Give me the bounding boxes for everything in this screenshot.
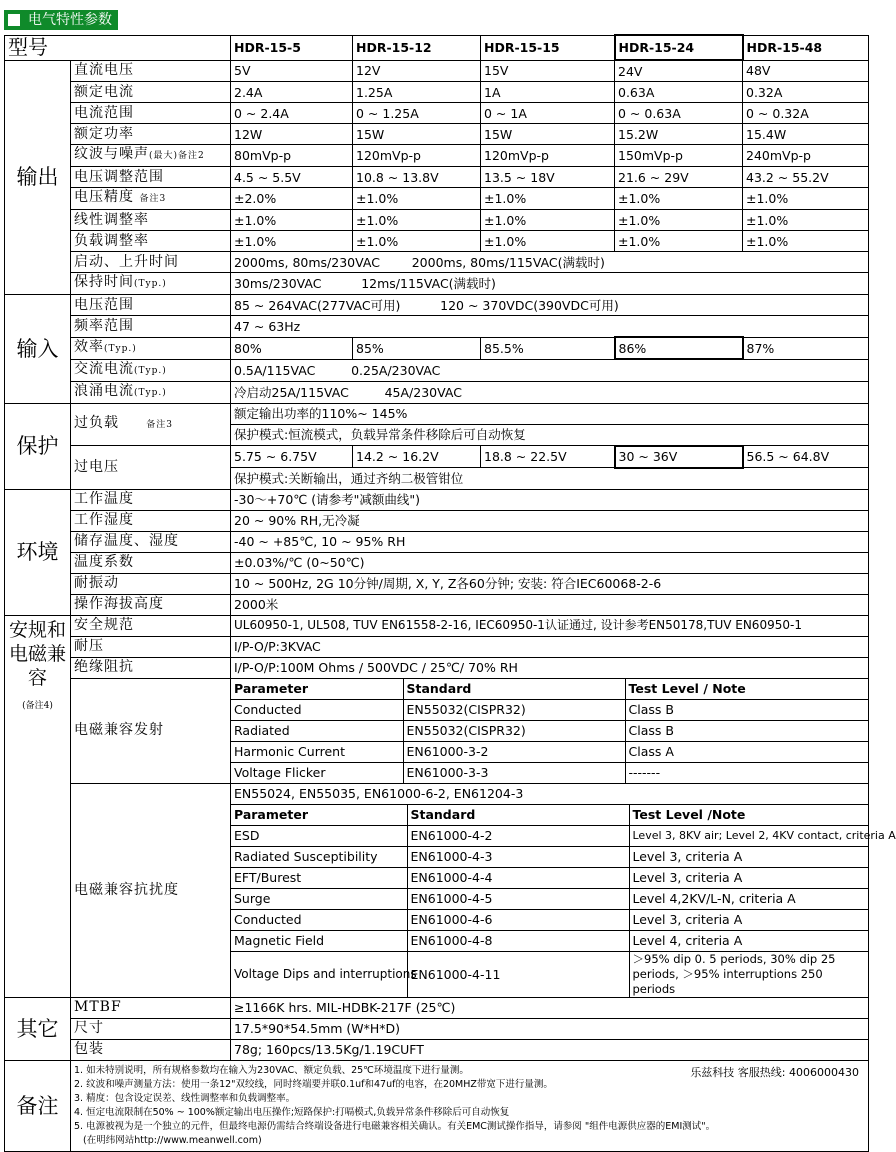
immunity-col-header: Test Level /Note [629,804,868,825]
value-cell: 14.2 ~ 16.2V [353,446,481,468]
note-line: 3. 精度：包含设定误差、线性调整率和负载调整率。 [74,1092,296,1104]
value-cell: 13.5 ~ 18V [481,167,615,188]
param-note: (Typ.) [104,343,137,354]
immunity-cell: EN61000-4-4 [407,867,629,888]
value-cell: 87% [743,337,869,359]
value-cell: 80mVp-p [231,145,353,167]
protection-row [5,403,869,424]
value-cell: 85% [353,337,481,359]
value-cell: 1A [481,82,615,103]
param-label-text: 保持时间 [74,274,134,290]
env-row [5,552,869,573]
value-cell: ±1.0% [615,188,743,210]
value-cell: 240mVp-p [743,145,869,167]
value-cell: 2.4A [231,82,353,103]
value-cell: 80% [231,337,353,359]
immunity-cell: Level 3, criteria A [629,867,868,888]
emission-col-header: Test Level / Note [625,679,868,700]
immunity-cell: Level 4,2KV/L-N, criteria A [629,888,868,909]
value-cell: 12W [231,124,353,145]
env-row [5,594,869,615]
model-name: HDR-15-12 [353,35,481,60]
immunity-cell: Conducted [231,909,407,930]
param-label: 过电压 [71,446,231,490]
value-cell: 0 ~ 1A [481,103,615,124]
value-cell: 15W [353,124,481,145]
emission-cell: Radiated [231,720,403,741]
note-line: 4. 恒定电流限制在50% ~ 100%额定输出电压操作;短路保护:打嗝模式,负载异常条件移除后可自动恢复 [74,1106,510,1118]
value-cell: 额定输出功率的110%~ 145% [231,403,869,424]
emission-cell: Conducted [231,699,403,720]
emission-row [231,720,868,741]
value-cell: ±1.0% [353,188,481,210]
value-cell: 12V [353,60,481,82]
immunity-cell: Level 3, criteria A [629,846,868,867]
immunity-top-row [231,784,868,805]
value-cell: 5.75 ~ 6.75V [231,446,353,468]
param-note: (Typ.) [134,387,167,398]
value-cell: ±1.0% [231,231,353,252]
param-label: 安全规范 [71,615,231,636]
section-title-text: 电气特性参数 [28,12,112,28]
note-line: 1. 如未特别说明，所有规格参数均在输入为230VAC、额定负载、25℃环境温度下进行量测。 [74,1064,469,1076]
param-label: 工作温度 [71,489,231,510]
value-cell: ±1.0% [743,210,869,231]
emission-header [231,679,868,700]
output-row [5,252,869,273]
immunity-cell: ＞95% dip 0. 5 periods, 30% dip 25 periods, ＞95% interruptions 250 periods [629,951,868,997]
note-line: (在明纬网站http://www.meanwell.com) [74,1134,262,1146]
param-label: 直流电压 [71,60,231,82]
param-note: (最大)备注2 [149,151,205,161]
param-label [71,188,231,210]
param-label: 电压范围 [71,295,231,316]
emission-table-cell [231,678,869,783]
immunity-cell: Level 3, criteria A [629,909,868,930]
value-cell: 30ms/230VAC 12ms/115VAC(满载时) [231,273,869,295]
immunity-row [231,867,868,888]
immunity-cell: Level 3, 8KV air; Level 2, 4KV contact, criteria A [629,825,868,846]
immunity-cell: EN61000-4-6 [407,909,629,930]
param-label-text: 纹波与噪声 [74,146,149,162]
immunity-cell: EFT/Burest [231,867,407,888]
value-cell: 10.8 ~ 13.8V [353,167,481,188]
value-cell: 24V [615,60,743,82]
value-cell: 56.5 ~ 64.8V [743,446,869,468]
value-cell: 15W [481,124,615,145]
safety-row [5,615,869,636]
spec-table [4,34,896,1152]
value-cell: ±2.0% [231,188,353,210]
value-cell: 48V [743,60,869,82]
other-row [5,1018,869,1039]
env-row [5,489,869,510]
value-cell: I/P-O/P:100M Ohms / 500VDC / 25℃/ 70% RH [231,657,869,678]
value-cell: I/P-O/P:3KVAC [231,636,869,657]
input-row [5,359,869,381]
emission-col-header: Standard [403,679,625,700]
category-output: 输出 [5,60,71,295]
value-cell: 30 ~ 36V [615,446,743,468]
value-cell: ±1.0% [615,210,743,231]
value-cell: 85.5% [481,337,615,359]
output-row [5,273,869,295]
emission-cell: ------- [625,762,868,783]
immunity-header [231,804,868,825]
value-cell: 0.5A/115VAC 0.25A/230VAC [231,359,869,381]
model-name: HDR-15-15 [481,35,615,60]
param-label: 储存温度、湿度 [71,531,231,552]
param-label: 电流范围 [71,103,231,124]
value-cell: 0 ~ 0.63A [615,103,743,124]
value-cell: UL60950-1, UL508, TUV EN61558-2-16, IEC60950-1认证通过, 设计参考EN50178,TUV EN60950-1 [231,615,869,636]
value-cell: -30～+70℃ (请参考"减额曲线") [231,489,869,510]
safety-row [5,636,869,657]
param-label: 电压调整范围 [71,167,231,188]
value-cell: 18.8 ~ 22.5V [481,446,615,468]
category-notes: 备注 [5,1060,71,1151]
output-row [5,103,869,124]
immunity-cell: EN61000-4-5 [407,888,629,909]
input-row [5,295,869,316]
emission-cell: Class A [625,741,868,762]
input-row [5,337,869,359]
param-label: 电磁兼容抗扰度 [71,783,231,997]
emission-cell: Class B [625,699,868,720]
immunity-cell: EN61000-4-11 [407,951,629,997]
param-label [71,403,231,446]
emission-table [231,679,868,783]
value-cell: 5V [231,60,353,82]
protection-row [5,446,869,468]
value-cell: 15.2W [615,124,743,145]
immunity-cell: Surge [231,888,407,909]
param-label: 额定电流 [71,82,231,103]
value-cell: 120mVp-p [353,145,481,167]
immunity-cell: Voltage Dips and interruptions [231,951,407,997]
param-label: 频率范围 [71,316,231,338]
output-row [5,231,869,252]
notes-row [5,1060,869,1151]
immunity-row [231,846,868,867]
value-cell: 保护模式:关断输出，通过齐纳二极管钳位 [231,468,869,490]
emission-cell: EN61000-3-2 [403,741,625,762]
value-cell: 15V [481,60,615,82]
value-cell: ±0.03%/℃ (0~50℃) [231,552,869,573]
env-row [5,510,869,531]
model-label: 型号 [5,35,231,60]
value-cell: ±1.0% [353,231,481,252]
emission-cell: EN61000-3-3 [403,762,625,783]
immunity-cell: EN61000-4-8 [407,930,629,951]
value-cell: 1.25A [353,82,481,103]
value-cell: 0 ~ 1.25A [353,103,481,124]
value-cell: 47 ~ 63Hz [231,316,869,338]
immunity-col-header: Parameter [231,804,407,825]
immunity-cell: Magnetic Field [231,930,407,951]
note-line: 5. 电源被视为是一个独立的元件，但最终电源仍需结合终端设备进行电磁兼容相关确认。有关EMC测试操作指导，请参阅 "组件电源供应器的EMI测试"。 [74,1120,716,1132]
value-cell: 43.2 ~ 55.2V [743,167,869,188]
value-cell: 78g; 160pcs/13.5Kg/1.19CUFT [231,1039,869,1060]
value-cell: 10 ~ 500Hz, 2G 10分钟/周期, X, Y, Z各60分钟; 安装: 符合IEC60068-2-6 [231,573,869,594]
immunity-table [231,784,896,997]
param-label: 尺寸 [71,1018,231,1039]
immunity-table-cell [231,783,896,997]
param-label [71,359,231,381]
value-cell: -40 ~ +85℃, 10 ~ 95% RH [231,531,869,552]
param-label: 包装 [71,1039,231,1060]
immunity-cell: Level 4, criteria A [629,930,868,951]
category-environment: 环境 [5,489,71,615]
immunity-cell: Radiated Susceptibility [231,846,407,867]
value-cell: ±1.0% [481,188,615,210]
value-cell: 2000ms, 80ms/230VAC 2000ms, 80ms/115VAC(满载时) [231,252,869,273]
param-label: 工作湿度 [71,510,231,531]
param-label [71,145,231,167]
param-label: 电磁兼容发射 [71,678,231,783]
param-note: (Typ.) [134,365,167,376]
immunity-row [231,909,868,930]
value-cell: ±1.0% [743,231,869,252]
output-row [5,188,869,210]
emission-row [231,699,868,720]
model-name: HDR-15-48 [743,35,869,60]
param-label: 启动、上升时间 [71,252,231,273]
value-cell: 120mVp-p [481,145,615,167]
value-cell: ±1.0% [481,210,615,231]
immunity-cell: EN61000-4-3 [407,846,629,867]
immunity-row [231,930,868,951]
value-cell: 85 ~ 264VAC(277VAC可用) 120 ~ 370VDC(390VDC可用) [231,295,869,316]
param-label [71,337,231,359]
immunity-cell: ESD [231,825,407,846]
note-line: 2. 纹波和噪声测量方法：使用一条12"双绞线，同时终端要并联0.1uf和47uf的电容，在20MHZ带宽下进行量测。 [74,1078,553,1090]
model-name: HDR-15-5 [231,35,353,60]
category-protection: 保护 [5,403,71,489]
emission-cell: Class B [625,720,868,741]
value-cell: 17.5*90*54.5mm (W*H*D) [231,1018,869,1039]
param-label-text: 效率 [74,338,104,355]
input-row [5,381,869,403]
value-cell: ±1.0% [743,188,869,210]
immunity-cell: EN61000-4-2 [407,825,629,846]
param-label: 额定功率 [71,124,231,145]
emission-cell: EN55032(CISPR32) [403,720,625,741]
immunity-row [231,888,868,909]
output-row [5,82,869,103]
category-other: 其它 [5,997,71,1060]
category-safety-text: 安规和电磁兼容 [8,618,66,689]
value-cell: 0 ~ 2.4A [231,103,353,124]
notes-cell [71,1060,869,1151]
value-cell: ±1.0% [231,210,353,231]
output-row [5,124,869,145]
param-label: 操作海拔高度 [71,594,231,615]
param-note: (Typ.) [134,279,167,289]
other-row [5,997,869,1018]
output-row [5,167,869,188]
safety-row [5,657,869,678]
immunity-row [231,825,868,846]
value-cell: 冷启动25A/115VAC 45A/230VAC [231,381,869,403]
square-icon [8,14,20,26]
param-note: 备注3 [139,194,167,204]
value-cell: 4.5 ~ 5.5V [231,167,353,188]
output-row [5,210,869,231]
immunity-row [231,951,868,997]
emc-immunity-row [5,783,869,997]
value-cell: 20 ~ 90% RH,无冷凝 [231,510,869,531]
section-title [4,10,118,30]
value-cell: 15.4W [743,124,869,145]
value-cell: 0.63A [615,82,743,103]
value-cell: 21.6 ~ 29V [615,167,743,188]
value-cell: ≥1166K hrs. MIL-HDBK-217F (25℃) [231,997,869,1018]
value-cell: 0 ~ 0.32A [743,103,869,124]
emission-row [231,762,868,783]
category-safety-note: (备注4) [22,700,53,711]
env-row [5,573,869,594]
param-note: 备注3 [146,419,173,430]
emission-col-header: Parameter [231,679,403,700]
env-row [5,531,869,552]
model-header-row [5,35,869,60]
param-label: MTBF [71,997,231,1018]
input-row [5,316,869,338]
value-cell: 保护模式:恒流模式，负载异常条件移除后可自动恢复 [231,424,869,446]
param-label [71,273,231,295]
category-safety [5,615,71,997]
param-label-text: 电压精度 [74,189,134,205]
emission-cell: Voltage Flicker [231,762,403,783]
hotline: 乐兹科技 客服热线: 4006000430 [690,1065,859,1079]
emc-emission-row [5,678,869,783]
immunity-standards: EN55024, EN55035, EN61000-6-2, EN61204-3 [231,784,868,805]
value-cell: 86% [615,337,743,359]
emission-cell: EN55032(CISPR32) [403,699,625,720]
param-label [71,381,231,403]
other-row [5,1039,869,1060]
param-label: 负载调整率 [71,231,231,252]
param-label-text: 交流电流 [74,360,134,377]
param-label-text: 过负载 [74,414,119,431]
immunity-col-header: Standard [407,804,629,825]
model-name: HDR-15-24 [615,35,743,60]
value-cell: 150mVp-p [615,145,743,167]
emission-row [231,741,868,762]
output-row [5,60,869,82]
emission-cell: Harmonic Current [231,741,403,762]
param-label-text: 浪涌电流 [74,382,134,399]
param-label: 绝缘阻抗 [71,657,231,678]
param-label: 耐振动 [71,573,231,594]
param-label: 温度系数 [71,552,231,573]
value-cell: 2000米 [231,594,869,615]
param-label: 耐压 [71,636,231,657]
value-cell: ±1.0% [353,210,481,231]
output-row [5,145,869,167]
value-cell: 0.32A [743,82,869,103]
param-label: 线性调整率 [71,210,231,231]
value-cell: ±1.0% [615,231,743,252]
category-input: 输入 [5,295,71,404]
value-cell: ±1.0% [481,231,615,252]
